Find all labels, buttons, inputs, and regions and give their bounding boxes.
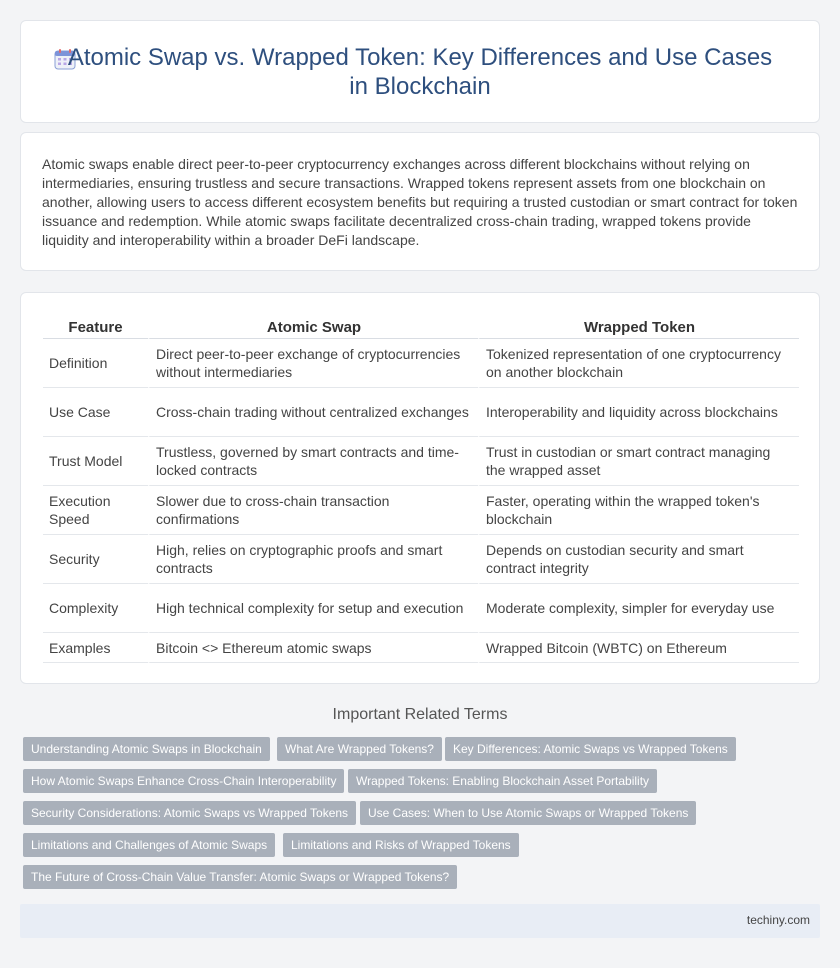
row-feature: Trust Model	[43, 437, 148, 486]
row-feature: Security	[43, 535, 148, 584]
header-feature: Feature	[43, 315, 148, 339]
intro-card	[20, 132, 820, 271]
table-row	[43, 339, 799, 388]
footer-site-name[interactable]: techiny.com	[746, 913, 810, 927]
row-wrapped-token: Tokenized representation of one cryptocurrency on another blockchain	[478, 339, 799, 388]
related-terms-title: Important Related Terms	[332, 706, 508, 723]
related-tag[interactable]: How Atomic Swaps Enhance Cross-Chain Interoperability	[23, 769, 344, 793]
table-row	[43, 633, 799, 663]
related-tag[interactable]: The Future of Cross-Chain Value Transfer: Atomic Swaps or Wrapped Tokens?	[23, 865, 457, 889]
table-row	[43, 388, 799, 437]
table-row	[43, 584, 799, 633]
related-tag[interactable]: Use Cases: When to Use Atomic Swaps or Wrapped Tokens	[360, 801, 696, 825]
row-atomic-swap: High, relies on cryptographic proofs and smart contracts	[148, 535, 478, 584]
table-row	[43, 535, 799, 584]
header-atomic-swap: Atomic Swap	[148, 315, 478, 339]
related-tag[interactable]: Limitations and Challenges of Atomic Swaps	[23, 833, 275, 857]
row-wrapped-token: Depends on custodian security and smart contract integrity	[478, 535, 799, 584]
table-header-row	[43, 315, 799, 339]
row-feature: Complexity	[43, 584, 148, 633]
row-feature: Definition	[43, 339, 148, 388]
row-feature: Execution Speed	[43, 486, 148, 535]
row-feature: Use Case	[43, 388, 148, 437]
header-wrapped-token: Wrapped Token	[478, 315, 799, 339]
comparison-table-card	[20, 292, 820, 684]
row-wrapped-token: Moderate complexity, simpler for everyday use	[478, 584, 799, 633]
row-wrapped-token: Wrapped Bitcoin (WBTC) on Ethereum	[478, 633, 799, 663]
related-tag[interactable]: Limitations and Risks of Wrapped Tokens	[283, 833, 519, 857]
comparison-table	[43, 315, 799, 663]
row-wrapped-token: Trust in custodian or smart contract managing the wrapped asset	[478, 437, 799, 486]
row-feature: Examples	[43, 633, 148, 663]
row-atomic-swap: High technical complexity for setup and execution	[148, 584, 478, 633]
related-tag[interactable]: Wrapped Tokens: Enabling Blockchain Asset Portability	[348, 769, 657, 793]
header-card	[20, 20, 820, 123]
row-atomic-swap: Direct peer-to-peer exchange of cryptocurrencies without intermediaries	[148, 339, 478, 388]
related-tag[interactable]: What Are Wrapped Tokens?	[277, 737, 442, 761]
related-tag[interactable]: Key Differences: Atomic Swaps vs Wrapped Tokens	[445, 737, 736, 761]
related-tag[interactable]: Understanding Atomic Swaps in Blockchain	[23, 737, 270, 761]
row-atomic-swap: Trustless, governed by smart contracts and time-locked contracts	[148, 437, 478, 486]
table-row	[43, 486, 799, 535]
intro-paragraph: Atomic swaps enable direct peer-to-peer cryptocurrency exchanges across different blockchains without relying on intermediaries, ensuring trustless and secure transactions. Wrapped tokens represent assets from one blockchain on another, allowing users to access different ecosystem benefits but requiring a trusted custodian or smart contract for token issuance and redemption. While atomic swaps facilitate decentralized cross-chain trading, wrapped tokens provide liquidity and interoperability within a broader DeFi landscape.	[42, 156, 798, 248]
row-wrapped-token: Interoperability and liquidity across blockchains	[478, 388, 799, 437]
row-atomic-swap: Bitcoin <> Ethereum atomic swaps	[148, 633, 478, 663]
row-wrapped-token: Faster, operating within the wrapped token's blockchain	[478, 486, 799, 535]
footer	[20, 904, 820, 938]
row-atomic-swap: Slower due to cross-chain transaction confirmations	[148, 486, 478, 535]
page-title: Atomic Swap vs. Wrapped Token: Key Differences and Use Cases in Blockchain	[67, 44, 773, 100]
row-atomic-swap: Cross-chain trading without centralized exchanges	[148, 388, 478, 437]
table-row	[43, 437, 799, 486]
related-tag[interactable]: Security Considerations: Atomic Swaps vs Wrapped Tokens	[23, 801, 356, 825]
